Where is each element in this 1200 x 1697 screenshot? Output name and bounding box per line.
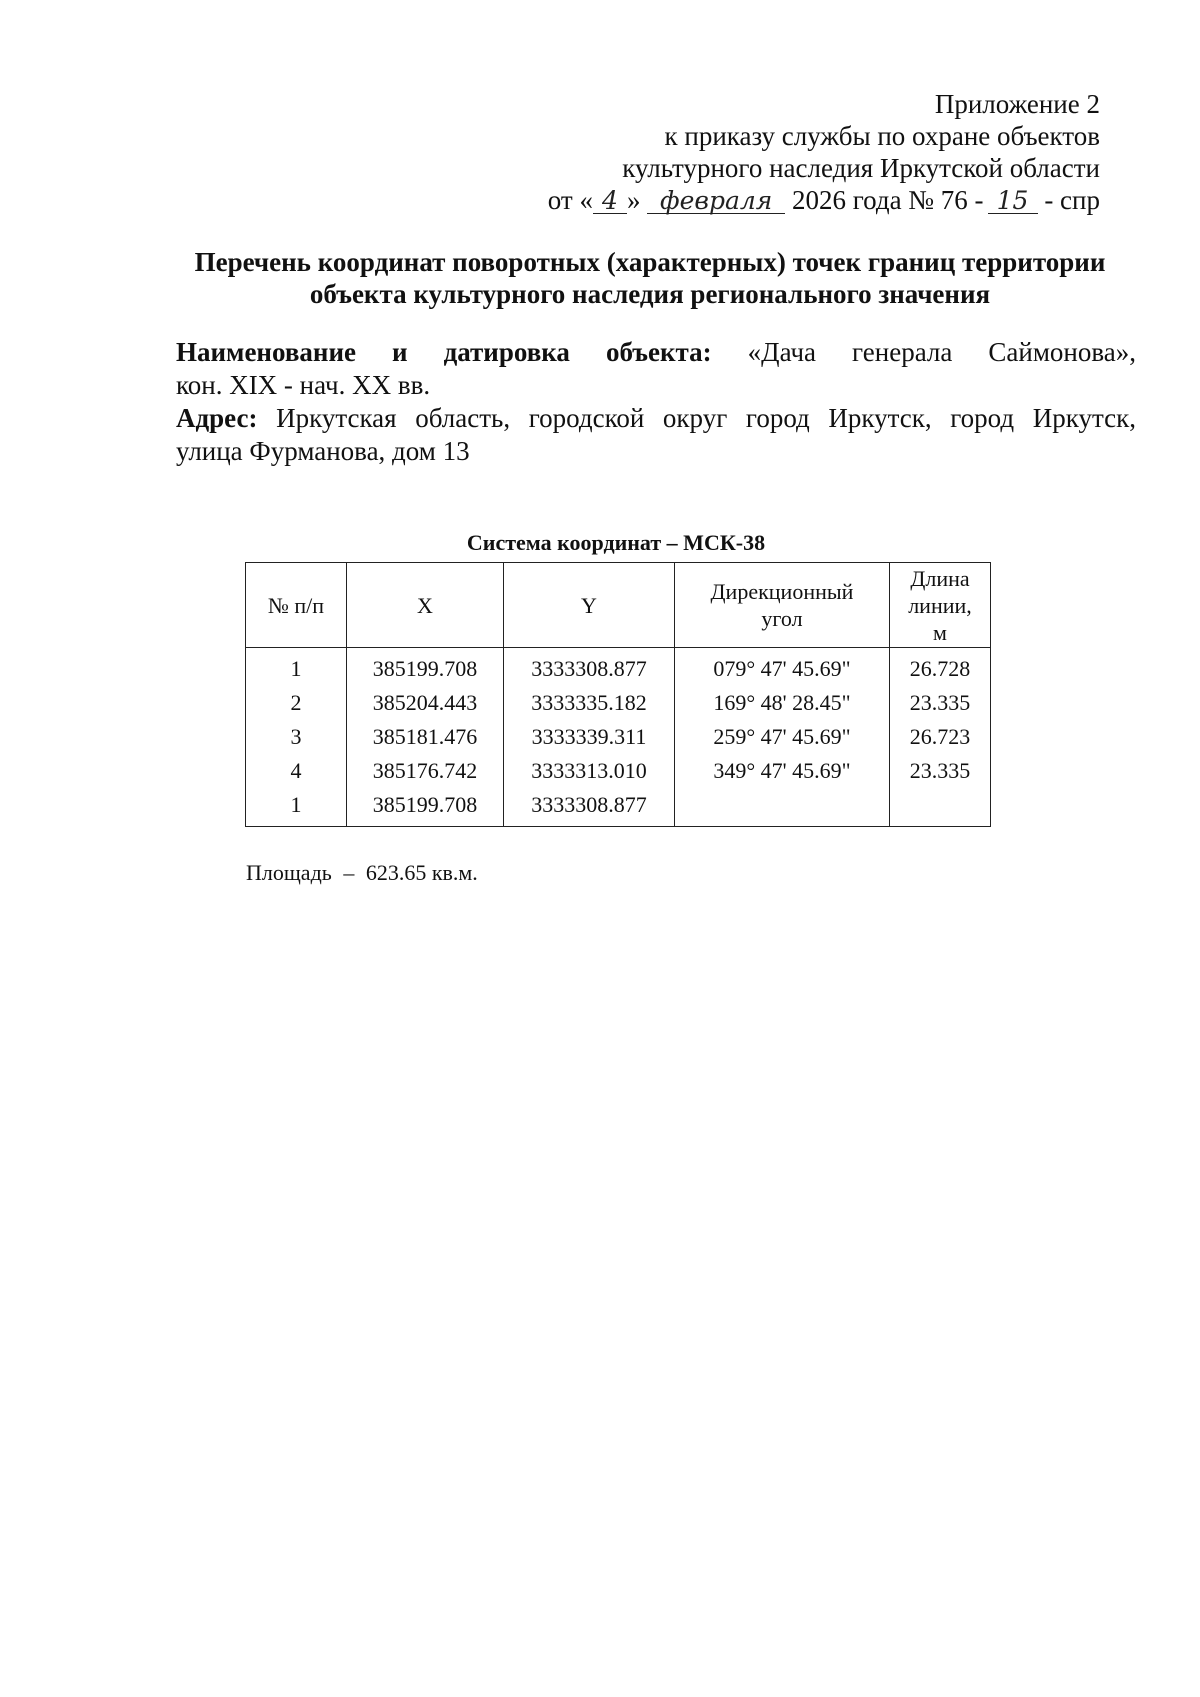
title-line-1: Перечень координат поворотных (характерных) точек границ территории (194, 247, 1106, 277)
segment-angle: 169° 48' 28.45" (713, 690, 851, 715)
date-suffix: - спр (1044, 185, 1100, 215)
point-number: 1 (290, 792, 302, 817)
segment-angle: 079° 47' 45.69" (713, 656, 851, 681)
point-x: 385204.443 (372, 690, 478, 715)
point-x: 385181.476 (372, 724, 478, 749)
header-number: № п/п (246, 563, 347, 648)
handwritten-day: 4 (593, 189, 627, 214)
table-body-row (246, 648, 991, 827)
segment-length: 26.728 (909, 656, 971, 681)
segment-length: 23.335 (909, 758, 971, 783)
y-values-cell (504, 648, 675, 827)
title-line-2: объекта культурного наследия регионального значения (309, 279, 991, 309)
address-line (176, 402, 1136, 435)
address-label: Адрес: (176, 403, 258, 433)
header-angle (675, 563, 890, 648)
point-y: 3333313.010 (531, 758, 647, 783)
appendix-header (548, 88, 1100, 216)
point-number: 4 (290, 758, 302, 783)
header-length (890, 563, 991, 648)
coordinates-table (245, 562, 991, 827)
address-value: Иркутская область, городской округ город Иркутск, город Иркутск, (276, 403, 1137, 433)
object-name-line (176, 336, 1136, 369)
object-name-label: Наименование и датировка объекта: (176, 337, 712, 367)
appendix-label: Приложение 2 (934, 89, 1100, 119)
area-label: Площадь (246, 860, 332, 885)
point-y: 3333335.182 (531, 690, 647, 715)
segment-length: 23.335 (909, 690, 971, 715)
point-x: 385176.742 (372, 758, 478, 783)
header-angle-line-2: угол (761, 606, 803, 631)
point-number: 3 (290, 724, 302, 749)
object-dating: кон. XIX - нач. XX вв. (176, 370, 431, 400)
x-values-cell (347, 648, 504, 827)
angles-cell (675, 648, 890, 827)
area-dash: – (343, 860, 355, 885)
header-length-line-2: линии, (908, 592, 972, 618)
table-header-row (246, 563, 991, 648)
header-x: X (347, 563, 504, 648)
lengths-cell (890, 648, 991, 827)
date-quote-close: » (626, 185, 641, 215)
header-length-line-1: Длина (910, 565, 970, 591)
header-angle-line-1: Дирекционный (710, 579, 854, 604)
header-y: Y (504, 563, 675, 648)
segment-angle: 259° 47' 45.69" (713, 724, 851, 749)
point-x: 385199.708 (372, 792, 478, 817)
point-numbers-cell (246, 648, 347, 827)
object-details (176, 336, 1136, 468)
object-name-value: «Дача генерала Саймонова», (747, 337, 1136, 367)
segment-angle: 349° 47' 45.69" (713, 758, 851, 783)
point-y: 3333308.877 (531, 792, 647, 817)
area-value: 623.65 кв.м. (365, 860, 478, 885)
point-number: 2 (290, 690, 302, 715)
coordinate-system-caption: Система координат – МСК-38 (466, 530, 766, 555)
segment-length: 26.723 (909, 724, 971, 749)
point-number: 1 (290, 656, 302, 681)
date-prefix: от « (547, 185, 593, 215)
point-y: 3333339.311 (531, 724, 647, 749)
appendix-line-order: к приказу службы по охране объектов (664, 121, 1100, 151)
appendix-line-agency: культурного наследия Иркутской области (622, 153, 1100, 183)
handwritten-month: февраля (647, 189, 785, 214)
address-value-continued: улица Фурманова, дом 13 (176, 436, 470, 466)
header-length-line-3: м (933, 619, 947, 645)
point-y: 3333308.877 (531, 656, 647, 681)
point-x: 385199.708 (372, 656, 478, 681)
document-title (170, 246, 1130, 310)
date-year-text: 2026 года № 76 - (791, 185, 984, 215)
appendix-date-line (548, 184, 1100, 216)
handwritten-order-number: 15 (988, 189, 1038, 214)
area-line (246, 860, 484, 886)
